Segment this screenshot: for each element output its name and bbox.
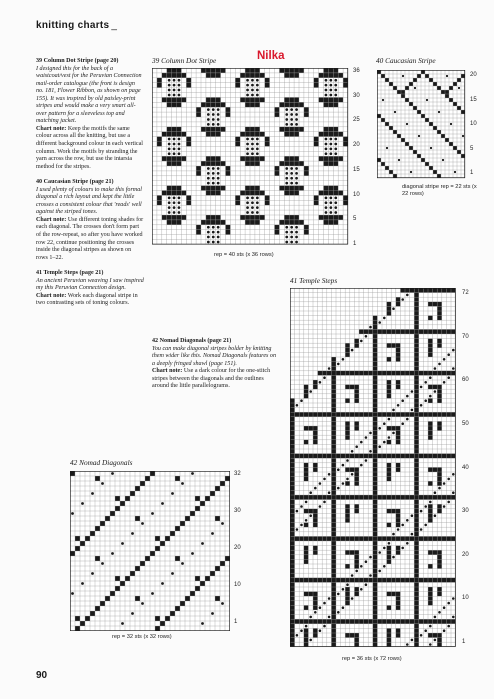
entry-head: 42 Nomad Diagonals (page 21) — [152, 338, 232, 344]
row-label: 10 — [470, 121, 477, 127]
chart-41-title: 41 Temple Steps — [290, 276, 338, 285]
row-label: 30 — [234, 508, 241, 514]
chart-39-grid — [152, 68, 350, 248]
row-label: 36 — [353, 68, 360, 74]
entry-description: I designed this for the back of a waistcoat/vest for the Peruvian Connection mail-order catalogue (the front is design no. 181, Flower Ribbon, as shown on page 155). It was inspired by old paisley-print stripes and would make a very smart all-over pattern for a sleeveless top and matching jacket. — [36, 65, 142, 125]
note-text: Keep the motifs the same colour across all the knitting, but use a different background colour in each vertical column. Work the motifs by stranding the yarn across the row, but use the intarsia method for the stripes. — [36, 125, 143, 170]
entry-head: 41 Temple Steps (page 21) — [36, 270, 104, 277]
note-label: Chart note: — [36, 216, 67, 223]
row-label: 15 — [470, 96, 477, 103]
row-label: 10 — [462, 595, 469, 602]
entry-description: I used plenty of colours to make this formal diagonal a rich layout and kept the little crosses a consistent colour that 'reads' well against the striped tones. — [36, 186, 142, 216]
entry-description: An ancient Peruvian weaving I saw inspired my this Peruvian Connection design. — [36, 277, 144, 292]
entry-description: You can make diagonal stripes bolder by knitting them wider like this. Nomad Diagonals features on a deeply fringed shawl (page 151). — [152, 345, 277, 367]
chart-42-repeat: rep = 32 sts (x 32 rows) — [112, 634, 172, 640]
row-label: 1 — [462, 639, 466, 645]
row-label: 5 — [470, 145, 474, 152]
entry-head: 40 Caucasian Stripe (page 21) — [36, 179, 114, 186]
row-label: 32 — [234, 471, 241, 477]
row-label: 20 — [462, 551, 469, 558]
entry-chart-note — [152, 368, 280, 391]
row-label: 70 — [462, 333, 469, 340]
page-number: 90 — [36, 670, 48, 681]
chart-42-grid — [70, 471, 230, 631]
note-text: Use different toning shades for each diagonal. The crosses don't form part of the row-repeat, so after you have worked row 22, continue positioning the crosses inside the diagonal stripes as shown on rows 1–22. — [36, 216, 144, 261]
row-label: 15 — [353, 166, 360, 173]
row-label: 20 — [234, 545, 241, 551]
note-text: Work each diagonal stripe in two contrasting sets of toning colours. — [36, 292, 138, 307]
note-label: Chart note: — [36, 292, 67, 299]
chart-41-repeat: rep = 36 sts (x 72 rows) — [342, 656, 402, 662]
note-label: Chart note: — [36, 125, 67, 132]
watermark: Nilka — [257, 50, 285, 62]
entry-40 — [36, 179, 144, 262]
row-label: 1 — [470, 170, 474, 176]
entry-head: 39 Column Dot Stripe (page 20) — [36, 58, 119, 64]
row-label: 60 — [462, 377, 469, 384]
header-title: knitting charts — [36, 20, 110, 31]
chart-42-title: 42 Nomad Diagonals — [70, 458, 133, 467]
header-mark: _ — [111, 20, 118, 31]
row-label: 72 — [462, 290, 469, 296]
entry-chart-note — [36, 293, 144, 308]
entry-39 — [36, 58, 144, 171]
row-label: 20 — [353, 142, 360, 149]
row-label: 10 — [234, 582, 241, 588]
row-label: 5 — [353, 216, 357, 223]
pattern-notes-column — [36, 58, 144, 316]
row-label: 50 — [462, 420, 469, 427]
chart-39-repeat: rep = 40 sts (x 36 rows) — [214, 252, 274, 258]
row-label: 10 — [353, 191, 360, 198]
chart-39-title: 39 Column Dot Stripe — [152, 56, 217, 65]
entry-chart-note — [36, 217, 144, 262]
entry-41 — [36, 270, 144, 308]
chart-41-grid — [290, 288, 458, 652]
row-label: 40 — [462, 464, 469, 471]
row-label: 25 — [353, 117, 360, 124]
chart-40-title: 40 Caucasian Stripe — [376, 56, 436, 65]
row-label: 1 — [353, 241, 357, 247]
note-label: Chart note: — [152, 368, 183, 375]
row-label: 30 — [462, 508, 469, 515]
row-label: 30 — [353, 92, 360, 99]
page-header — [36, 20, 117, 31]
entry-42 — [152, 338, 280, 391]
chart-40-grid — [377, 70, 467, 180]
chart-40-repeat: diagonal stripe rep = 22 sts (x 22 rows) — [402, 184, 477, 197]
row-label: 20 — [470, 72, 477, 78]
entry-chart-note — [36, 126, 144, 171]
row-label: 1 — [234, 619, 238, 625]
note-text: Use a dark colour for the one-stitch stripes between the diagonals and the outlines around the little parallelograms. — [152, 368, 271, 390]
